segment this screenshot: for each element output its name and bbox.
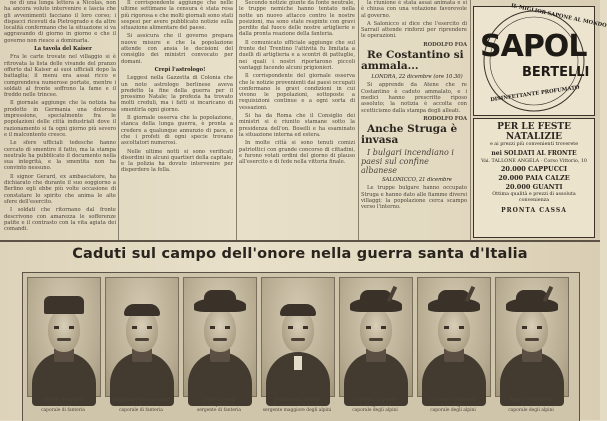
soldier-rank: sergente maggiore degli alpini — [262, 408, 332, 413]
signature: RODOLFO FOA — [423, 115, 467, 122]
soldier-photo — [261, 277, 335, 397]
paragraph: Si apprende da Atene che re Costantino è caduto ammalato, e i medici hanno prescritto riposo assoluto; la notizia è accolta con scetticismo dalla stampa degli alleati. — [361, 82, 467, 114]
soldier-photo — [105, 277, 179, 397]
article-headline: Anche Struga è invasa — [361, 123, 458, 147]
soldier-rank: caporale di fanteria — [119, 408, 163, 413]
paragraph: Il corrispondente aggiunge che nelle ultime settimane la censura è stata resa più rigorosa e che molti giornali sono stati sospesi per avere pubblicato notizie sulla situazione alimentare del paese. — [121, 0, 233, 32]
portrait-card — [105, 277, 177, 417]
soldier-photo — [417, 277, 491, 397]
dateline: SALONICCO, 21 dicembre — [382, 177, 452, 184]
ad-tagline-bottom: DISINFETTANTE PROFUMATO — [490, 84, 580, 104]
portrait-caption — [261, 398, 333, 413]
dateline: LONDRA, 22 dicembre (ore 10.30) — [371, 74, 463, 81]
column-rule — [358, 0, 359, 240]
soldier-origin: di Trento — [520, 403, 542, 408]
column-3 — [239, 0, 355, 238]
section-heading: Crepi l'astrologo! — [154, 66, 206, 73]
paragraph: la riunione è stata assai animata e si è chiusa con una votazione favorevole al governo. — [361, 0, 467, 19]
ad-title: PER LE FESTE NATALIZIE — [497, 122, 571, 142]
ad-item: 20.000 GUANTI — [505, 183, 563, 192]
soldier-rank: caporale degli alpini — [352, 408, 398, 413]
section-heading: La tavola del Kaiser — [34, 46, 92, 53]
portrait-card — [27, 277, 99, 417]
ad-tagline-top: IL MIGLIOR SAPONE AL MONDO — [510, 2, 607, 30]
soldier-name: Ferdinando Gratta — [274, 398, 320, 403]
portrait-card — [339, 277, 411, 417]
portrait-card — [417, 277, 489, 417]
soldier-rank: sergente di fanteria — [196, 408, 242, 413]
soldier-name: Guglielmo Bongiovanni — [112, 398, 170, 403]
ad-item: 20.000 PAIA CALZE — [498, 174, 570, 183]
ad-maker: BERTELLI — [522, 65, 590, 80]
paragraph: Le sfere ufficiali tedesche hanno cercato di smentire il fatto, ma la stampa neutrale ha pubblicato il documento nella sua integrità, e la smentita non ha convinto nessuno. — [4, 140, 116, 172]
paragraph: I soldati che ritornano dal fronte descrivono con amarezza le sofferenze patite e il contrasto con la vita agiata dei comandi. — [4, 207, 116, 233]
soldier-origin: di Carpenedolo — [201, 403, 237, 408]
paragraph: Secondo notizie giunte da fonte neutrale, le truppe nemiche hanno tentato nella notte un nuovo attacco contro le nostre posizioni, ma sono state respinte con gravi perdite dal fuoco delle nostre artiglierie e dalla pronta reazione della fanteria. — [239, 0, 355, 38]
soldier-photo — [339, 277, 413, 397]
paragraph: Il giornale osserva che la popolazione, stanca della lunga guerra, è pronta a credere a qualunque annunzio di pace, e che i profeti di ogni specie trovano ascoltatori numerosi. — [121, 115, 233, 147]
paragraph: Fra le carte trovate nel villaggio si è ritrovata la lista delle vivande del pranzo offerto dal Kaiser ai suoi ufficiali dopo la battaglia; il menu era assai ricco e comprendeva numerose portate, mentre i soldati al fronte soffrono la fame e il freddo nelle trincee. — [4, 54, 116, 99]
soldier-name: Giacomo Bertolatti — [429, 398, 477, 403]
ad-shop: Vai. TALLONE ANGELA · Corso Vittorio, 10 — [481, 158, 587, 164]
soldier-name: Alfredo Zambiasi — [41, 398, 84, 403]
portrait-caption — [417, 398, 489, 413]
column-4 — [361, 0, 467, 238]
soldier-rank: caporale degli alpini — [430, 408, 476, 413]
soldier-photo — [27, 277, 101, 397]
ad-footer: PRONTA CASSA — [501, 207, 567, 215]
column-rule — [118, 0, 119, 240]
portrait-card — [495, 277, 567, 417]
soldier-rank: caporale degli alpini — [508, 408, 554, 413]
paragraph: Il comunicato ufficiale aggiunge che sul fronte del Trentino l'attività fu limitata a duelli di artiglieria e a scontri di pattuglie, nei quali i nostri riportarono piccoli vantaggi facendo alcuni prigionieri. — [239, 39, 355, 71]
paragraph: Si assicura che il governo prepara nuove misure e che la popolazione attende con ansia le decisioni del consiglio dei ministri convocato per domani. — [121, 33, 233, 65]
ad-highlight: nei SOLDATI AL FRONTE — [491, 149, 577, 157]
paragraph: In molte città si sono tenuti comizi patriottici con grande concorso di cittadini, e furono votati ordini del giorno di plauso all'esercito e di fede nella vittoria finale. — [239, 140, 355, 166]
portrait-caption — [495, 398, 567, 413]
soldier-origin: di Moro — [54, 403, 72, 408]
article-subheadline: I bulgari incendiano i paesi sul confine albanese — [361, 148, 454, 176]
paragraph: Il corrispondente del giornale osserva che le notizie provenienti dai paesi occupati confermano le gravi condizioni in cui vivono le popolazioni, sottoposte a requisizioni continue e a ogni sorta di vessazioni. — [239, 73, 355, 111]
paragraph: Il giornale aggiunge che la notizia ha prodotto in Germania una dolorosa impressione, specialmente fra le popolazioni delle città industriali dove il razionamento si fa ogni giorno più severo e il malcontento cresce. — [4, 100, 116, 138]
soldier-name: Federico Capurro — [353, 398, 397, 403]
ad-item: 20.000 CAPPUCCI — [500, 165, 568, 174]
portrait-card — [261, 277, 333, 417]
portrait-caption — [339, 398, 411, 413]
column-rule — [236, 0, 237, 240]
portrait-card — [183, 277, 255, 417]
memorial-banner: Caduti sul campo dell'onore nella guerra santa d'Italia — [72, 246, 528, 262]
christmas-advertisement — [473, 118, 595, 238]
soldier-origin: di Pavullo — [130, 403, 152, 408]
soldier-photo — [495, 277, 569, 397]
paragraph: Leggesi nella Gazzetta di Colonia che un noto astrologo berlinese aveva predetto la fine della guerra per il prossimo Natale; la profezia ha trovato molti creduli, ma i fatti si incaricano di smentirla ogni giorno. — [121, 75, 233, 113]
soldier-name: Angelo Martinelli — [509, 398, 553, 403]
ad-brand: SAPOL — [480, 29, 587, 64]
sapol-advertisement — [473, 2, 607, 116]
signature: RODOLFO FOA — [423, 41, 467, 48]
section-divider — [0, 240, 600, 242]
column-1 — [4, 0, 116, 238]
paragraph: Si ha da Roma che il Consiglio dei ministri si è riunito stamane sotto la presidenza dell'on. Boselli e ha esaminato la situazione interna ed estera. — [239, 113, 355, 138]
paragraph: ne di una lunga lettera a Nicolas, non ha ancora voluto intervenire e lascia che gli avvenimenti facciano il loro corso; i dispacci ricevuti da Pietrogrado e da altre località confermano che la situazione si va aggravando di giorno in giorno e che il governo non riesce a dominarla. — [4, 0, 116, 44]
soldier-name: Luigi Gazzola — [202, 398, 236, 403]
soldier-rank: caporale di fanteria — [41, 408, 85, 413]
article-headline: Re Costantino si ammala... — [361, 49, 464, 73]
soldier-photo — [183, 277, 257, 397]
paragraph: Il signor Gerard, ex ambasciatore, ha dichiarato che durante il suo soggiorno a Berlino egli ebbe più volte occasione di constatare lo spirito che anima le alte sfere dell'esercito. — [4, 173, 116, 205]
ad-intro: e ai prezzi più convenienti troverete — [489, 142, 579, 147]
portrait-caption — [183, 398, 255, 413]
portrait-caption — [105, 398, 177, 413]
paragraph: Nelle ultime notti si sono verificati disordini in alcuni quartieri della capitale, e la polizia ha dovuto intervenire per disperdere la folla. — [121, 148, 233, 174]
column-rule — [470, 0, 471, 240]
paragraph: Le truppe bulgare hanno occupato Struga e hanno dato alle fiamme diversi villaggi; la popolazione cerca scampo verso l'interno. — [361, 185, 467, 211]
paragraph: A Salonicco si dice che l'esercito di Sarrail attende rinforzi per riprendere le operazioni. — [361, 20, 467, 40]
ad-fine-print: Ottima qualità e prezzi di assoluta convenienza — [492, 192, 576, 203]
soldier-origin: di Sesto San Giovanni — [272, 403, 322, 408]
soldier-origin: di Codogno — [440, 403, 466, 408]
portrait-caption — [27, 398, 99, 413]
portrait-gallery — [22, 272, 580, 421]
soldier-origin: di Borgo Sesia — [358, 403, 392, 408]
column-2 — [121, 0, 233, 238]
